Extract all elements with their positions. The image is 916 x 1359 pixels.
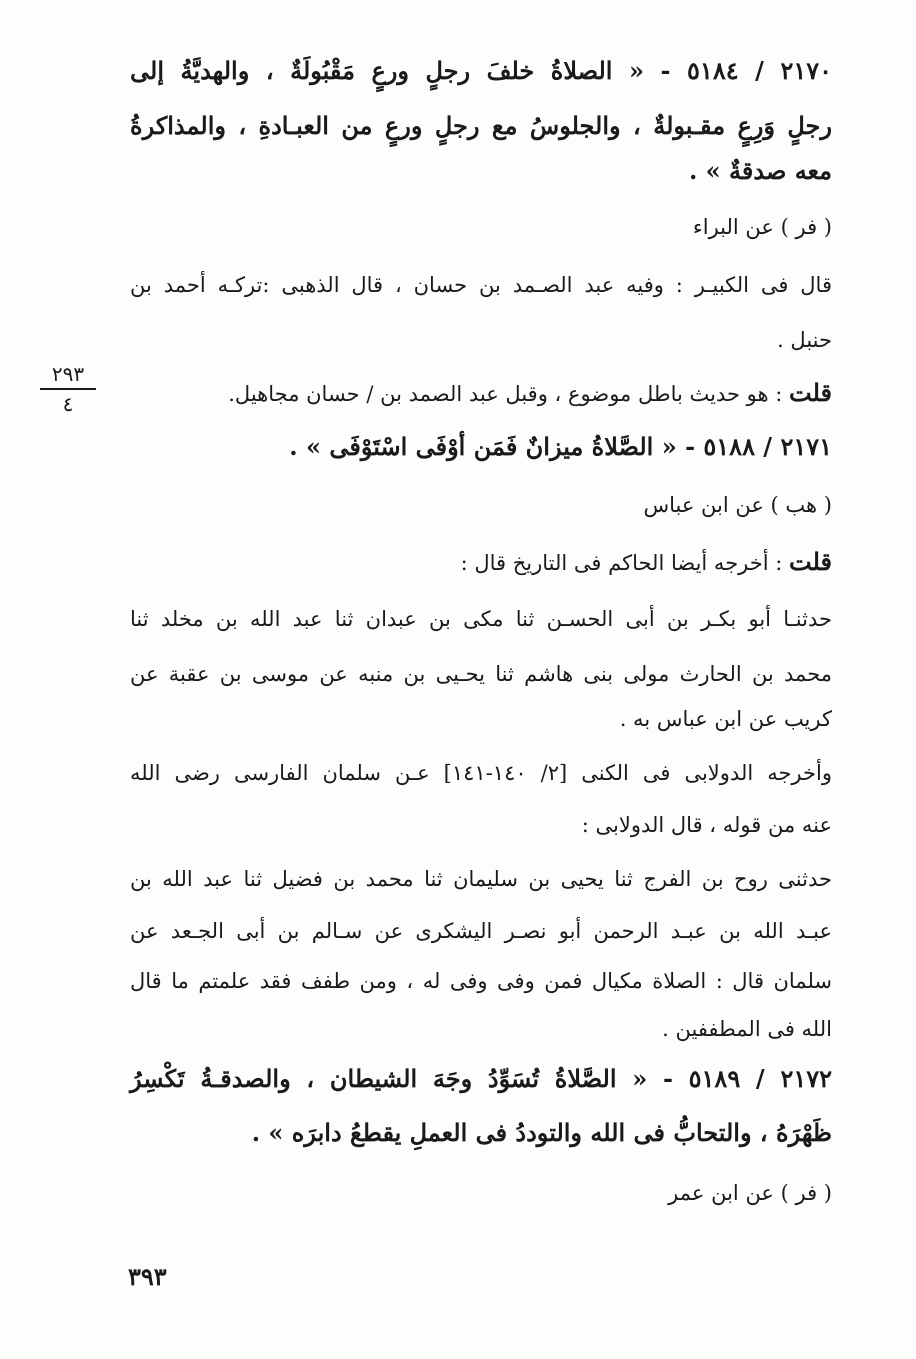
qult-note-2-text: أخرجه أيضا الحاكم فى التاريخ قال : — [460, 551, 769, 575]
hadith-2172-line-2: ظَهْرَهُ ، والتحابُّ فى الله والتوددُ فى العملِ يقطعُ دابرَه » . — [251, 1118, 832, 1147]
hadith-2170-line-2: رجلٍ وَرِعٍ مقـبولةٌ ، والجلوسُ مع رجلٍ ورعٍ من العبـادةِ ، والمذاكرةُ — [130, 111, 832, 140]
isnad-2-line-4: الله فى المطففين . — [662, 1017, 832, 1041]
qult-separator: : — [768, 551, 790, 575]
isnad-1-line-1: حدثنـا أبو بكـر بن أبى الحسـن ثنا مكى بن عبدان ثنا عبد الله بن مخلد ثنا — [130, 607, 832, 631]
margin-page-reference — [40, 362, 96, 416]
commentary-line-1: قال فى الكبيـر : وفيه عبد الصـمد بن حسان ، قال الذهبى :تركـه أحمد بن — [130, 273, 832, 297]
dulabi-line-2: عنه من قوله ، قال الدولابى : — [581, 813, 832, 837]
qult-label: قلت — [789, 378, 832, 407]
isnad-1-line-2: محمد بن الحارث مولى بنى هاشم ثنا يحـيى بن منبه عن موسى بن عقبة عن — [130, 662, 832, 686]
isnad-2-line-1: حدثنى روح بن الفرج ثنا يحيى بن سليمان ثنا محمد بن فضيل ثنا عبد الله بن — [130, 867, 832, 891]
qult-label: قلت — [789, 547, 832, 576]
hadith-2170-line-3: معه صدقةٌ » . — [688, 156, 832, 185]
margin-reference-denominator: ٤ — [62, 392, 74, 416]
hadith-2170-line-1: ٢١٧٠ / ٥١٨٤ - « الصلاةُ خلفَ رجلٍ ورعٍ مَقْبُولَةٌ ، والهديَّةُ إلى — [130, 56, 832, 85]
isnad-1-line-3: كريب عن ابن عباس به . — [619, 707, 832, 731]
hadith-2172-source: ( فر ) عن ابن عمر — [668, 1181, 832, 1205]
qult-note-1-text: هو حديث باطل موضوع ، وقبل عبد الصمد بن / حسان مجاهيل. — [228, 382, 769, 406]
dulabi-line-1: وأخرجه الدولابى فى الكنى [٢/ ١٤٠-١٤١] عـن سلمان الفارسى رضى الله — [130, 761, 832, 785]
isnad-2-line-2: عبـد الله بن عبـد الرحمن أبو نصـر اليشكرى عن سـالم بن أبى الجـعد عن — [130, 919, 832, 943]
hadith-2172-line-1: ٢١٧٢ / ٥١٨٩ - « الصَّلاةُ تُسَوِّدُ وجَهَ الشيطان ، والصدقـةُ تَكْسِرُ — [130, 1064, 832, 1093]
commentary-line-2: حنبل . — [777, 328, 832, 352]
isnad-2-line-3: سلمان قال : الصلاة مكيال فمن وفى وفى له ، ومن طفف فقد علمتم ما قال — [130, 969, 832, 993]
qult-separator: : — [768, 382, 790, 406]
margin-reference-numerator: ٢٩٣ — [40, 362, 96, 390]
page-number: ٣٩٣ — [128, 1262, 167, 1291]
hadith-2170-source: ( فر ) عن البراء — [692, 215, 832, 239]
qult-note-1 — [228, 378, 832, 409]
hadith-2171-line-1: ٢١٧١ / ٥١٨٨ - « الصَّلاةُ ميزانٌ فَمَن أوْفَى اسْتَوْفَى » . — [289, 432, 832, 461]
qult-note-2 — [461, 547, 832, 578]
hadith-2171-source: ( هب ) عن ابن عباس — [643, 493, 832, 517]
